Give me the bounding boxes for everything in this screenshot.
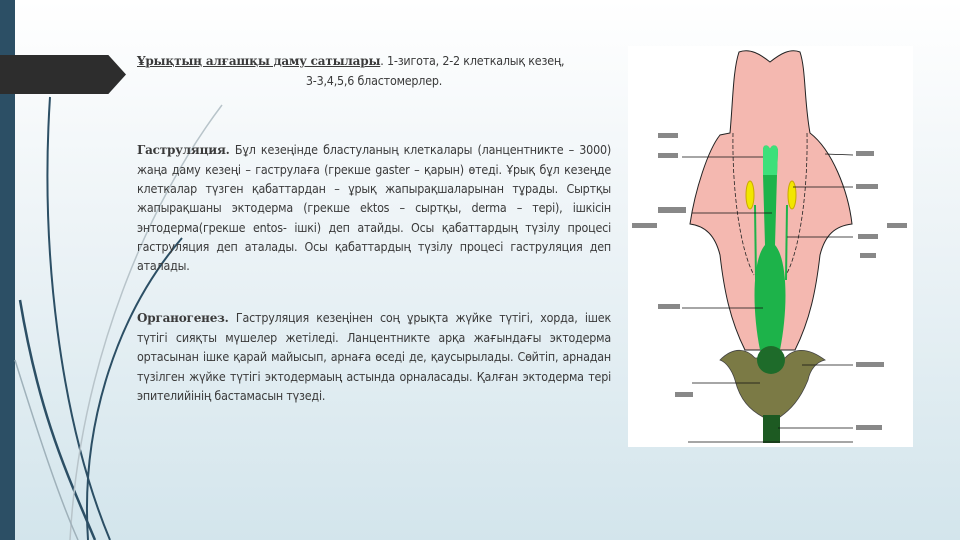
flower-structure-diagram xyxy=(620,40,920,450)
slide-text xyxy=(137,51,611,405)
gastrulation-text: Бұл кезеңінде бластуланың клеткалары (ланцентникте – 3000) жаңа даму кезеңі – гаструлаға (грекше gaster – қарын) өтеді. Ұрық бұл кезеңде клеткалар түзген қабаттардан – ұрық жапырақшаларынан тұрады. Сыртқы жапырақшаны эктодерма (грекше ektos – сыртқы, derma – тері), ішкісін энтодерма(грекше entos- ішкі) деп атайды. Осы қабаттардың түзілу процесі гаструляция деп аталады. Осы қабаттардың түзілу процесі гаструляция деп аталады. xyxy=(137,141,611,274)
filament-left xyxy=(755,205,756,280)
gastrulation-paragraph xyxy=(137,140,611,276)
gastrulation-title: Гаструляция. xyxy=(137,142,230,157)
filament-right xyxy=(786,205,787,280)
intro-paragraph xyxy=(137,51,611,71)
intro-title-period: . xyxy=(380,53,384,68)
intro-text-line2: 3-3,4,5,6 бластомерлер. xyxy=(305,73,443,89)
receptacle xyxy=(757,346,785,374)
intro-text-line1: 1-зигота, 2-2 клеткалық кезең, xyxy=(383,53,565,68)
anther-left xyxy=(746,181,754,209)
anther-right xyxy=(788,181,796,209)
organogenesis-paragraph xyxy=(137,308,611,405)
organogenesis-text: Гаструляция кезеңінен соң ұрықта жүйке түтігі, хорда, ішек түтігі сияқты мүшелер жетіледі. Ланцентникте арқа жағындағы эктодерма ортасынан ішке қарай майысып, арнаға өседі де, қаусырылады. Сөйтіп, арнадан түзілген жүйке түтігі эктодермаың астында орналасады. Қалған эктодерма тері эпителийінің бастамасын түзеді. xyxy=(137,309,611,403)
title-arrow-banner xyxy=(0,55,126,94)
organogenesis-title: Органогенез. xyxy=(137,310,229,325)
stem xyxy=(763,415,780,443)
intro-title: Ұрықтың алғашқы даму сатылары xyxy=(137,54,381,68)
